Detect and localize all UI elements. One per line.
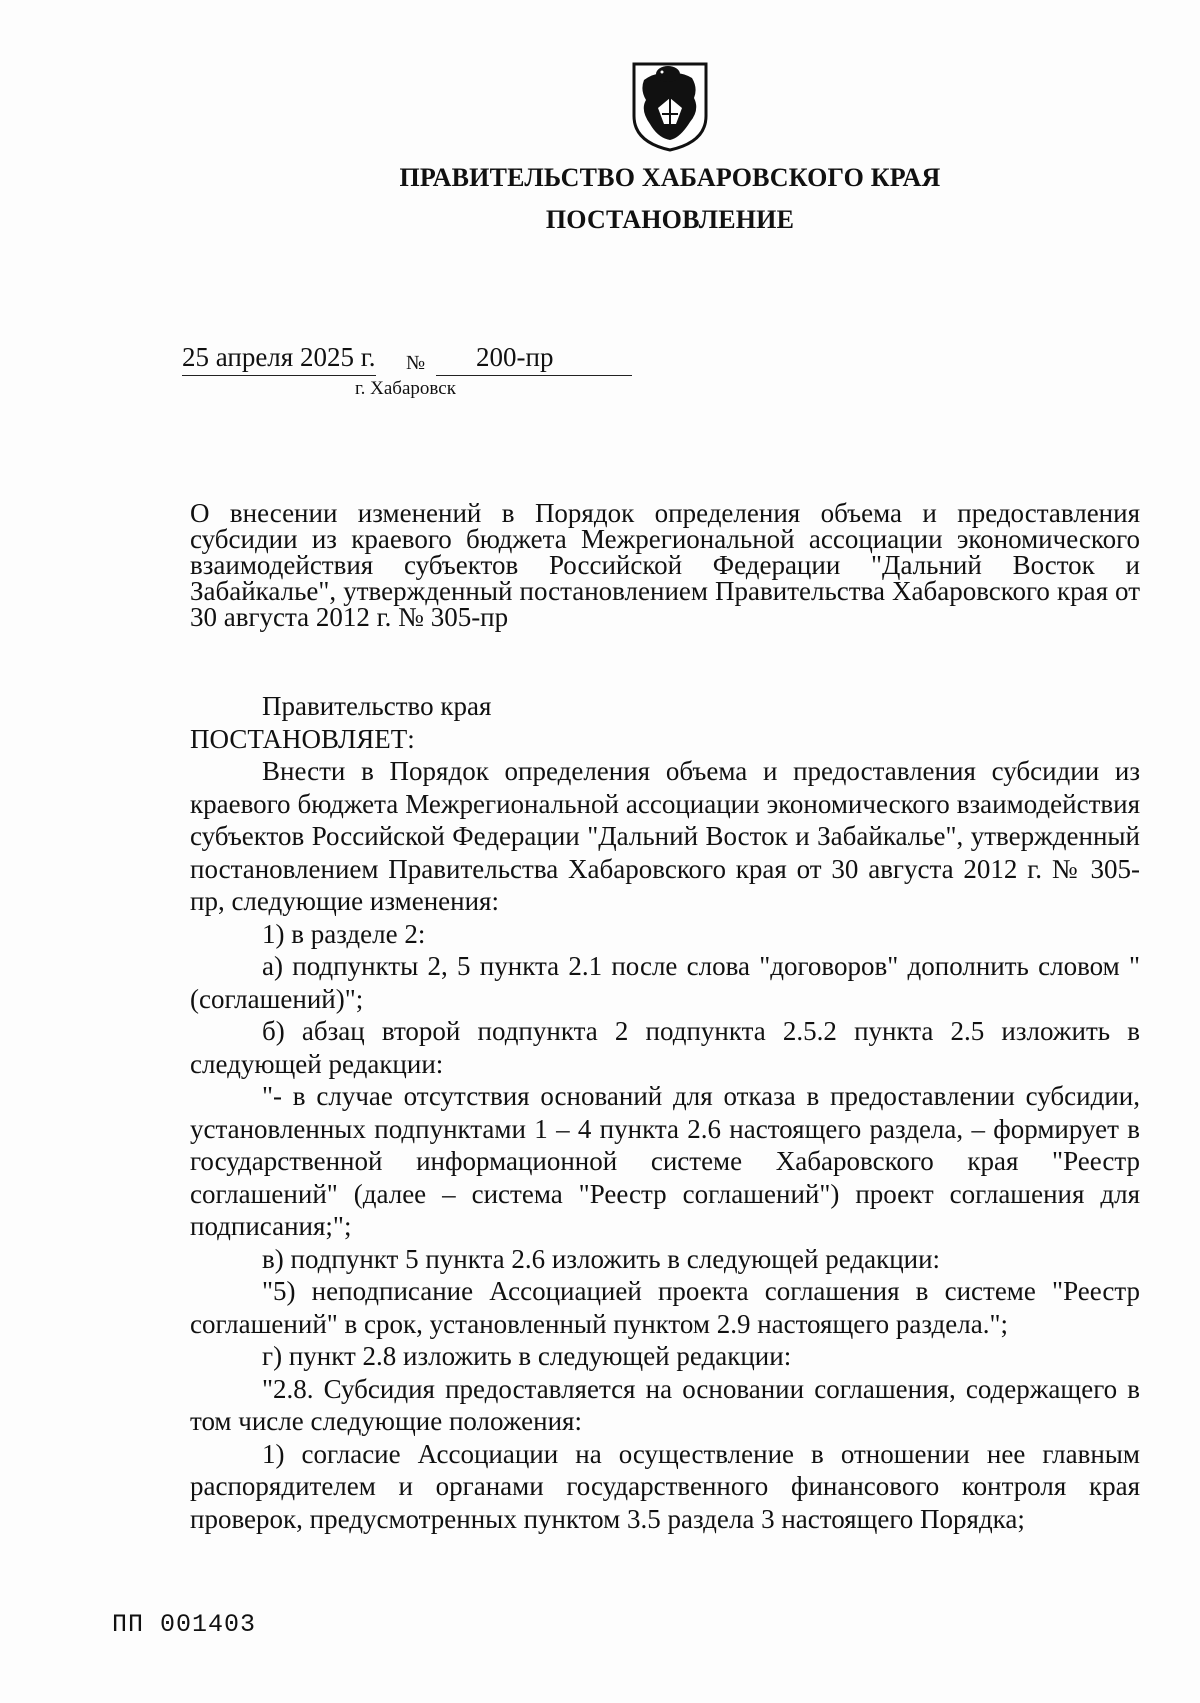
paragraph-quote-v: "5) неподписание Ассоциацией проекта соглашения в системе "Реестр соглашений" в срок, установленный пунктом 2.9 настоящего раздела."; [190, 1276, 1140, 1339]
paragraph-main: Внести в Порядок определения объема и предоставления субсидии из краевого бюджета Межрегиональной ассоциации экономического взаимодействия субъектов Российской Федерации "Дальний Восток и Забайкалье", утвержденный постановлением Правительства Хабаровского края от 30 августа 2012 г. № 305-пр, следующие изменения: [190, 756, 1140, 916]
paragraph-item-b: б) абзац второй подпункта 2 подпункта 2.5.2 пункта 2.5 изложить в следующей редакции: [190, 1016, 1140, 1079]
document-city: г. Хабаровск [355, 378, 456, 399]
government-title: ПРАВИТЕЛЬСТВО ХАБАРОВСКОГО КРАЯ [399, 163, 941, 192]
paragraph-item-a: а) подпункты 2, 5 пункта 2.1 после слова "договоров" дополнить словом "(соглашений)"; [190, 951, 1140, 1014]
paragraph-resolves: ПОСТАНОВЛЯЕТ: [190, 723, 415, 754]
paragraph-item-1: 1) в разделе 2: [262, 918, 426, 949]
document-body [190, 690, 1140, 1535]
paragraph-quote-g: "2.8. Субсидия предоставляется на основании соглашения, содержащего в том числе следующие положения: [190, 1373, 1140, 1436]
paragraph-quote-b: "- в случае отсутствия оснований для отказа в предоставлении субсидии, установленных подпунктами 1 – 4 пункта 2.6 настоящего раздела, – формирует в государственной информационной системе Хабаровского края "Реестр соглашений" (далее – система "Реестр соглашений") проект соглашения для подписания;"; [190, 1081, 1140, 1241]
document-type-title: ПОСТАНОВЛЕНИЕ [545, 205, 795, 234]
footer-code: ПП 001403 [112, 1610, 257, 1639]
number-sign: № [406, 352, 426, 374]
paragraph-item-g: г) пункт 2.8 изложить в следующей редакции: [262, 1341, 792, 1371]
paragraph-government: Правительство края [262, 691, 492, 721]
coat-of-arms-icon [628, 58, 712, 154]
document-number: 200-пр [436, 342, 632, 376]
paragraph-quote-g-1: 1) согласие Ассоциации на осуществление в отношении нее главным распорядителем и органами государственного финансового контроля края проверок, предусмотренных пунктом 3.5 раздела 3 настоящего Порядка; [190, 1438, 1140, 1534]
document-date: 25 апреля 2025 г. [182, 342, 376, 376]
document-subject: О внесении изменений в Порядок определения объема и предоставления субсидии из краевого бюджета Межрегиональной ассоциации экономического взаимодействия субъектов Российской Федерации "Дальний Восток и Забайкалье", утвержденный постановлением Правительства Хабаровского края от 30 августа 2012 г. № 305-пр [190, 498, 1140, 632]
paragraph-item-v: в) подпункт 5 пункта 2.6 изложить в следующей редакции: [262, 1243, 941, 1274]
